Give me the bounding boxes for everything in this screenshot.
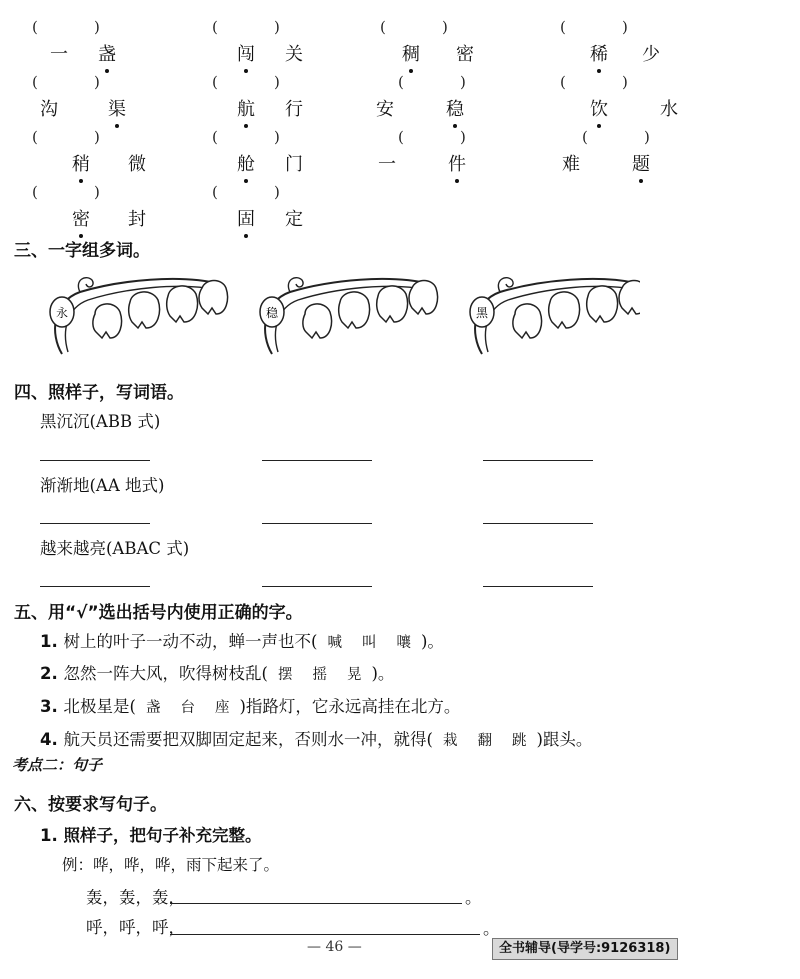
- choice-question: [40, 660, 394, 684]
- word-char: 稍: [72, 150, 90, 176]
- choice-option[interactable]: 喊: [327, 635, 342, 651]
- example-sentence: 例：哗，哗，哗，雨下起来了。: [62, 856, 280, 874]
- word-char: 密: [456, 44, 474, 65]
- answer-blank[interactable]: [483, 460, 593, 461]
- word-char: 微: [128, 154, 146, 175]
- word: [237, 40, 303, 66]
- choice-option[interactable]: 摆: [277, 667, 293, 683]
- choice-option[interactable]: 跳: [511, 733, 527, 749]
- word-char: 关: [285, 44, 303, 65]
- word: [378, 150, 466, 176]
- flower-vine: [260, 278, 438, 354]
- flower-vines: [40, 272, 640, 362]
- guide-badge: 全书辅导(导学号:9126318): [492, 938, 678, 960]
- question-text: 航天员还需要把双脚固定起来，否则水一冲，就得(: [63, 730, 433, 749]
- word-char: 稀: [590, 40, 608, 66]
- question-text: 树上的叶子一动不动，蝉一声也不(: [63, 632, 318, 651]
- fill-line-2-label: 呼，呼，呼，: [86, 918, 185, 937]
- choice-option[interactable]: 盏: [145, 700, 161, 716]
- word: [237, 95, 303, 121]
- section-4-title: 四、照样子，写词语。: [14, 383, 184, 403]
- word-char: 舱: [237, 150, 255, 176]
- answer-blank[interactable]: [262, 523, 372, 524]
- answer-blank[interactable]: [40, 460, 150, 461]
- vine-char-1: 永: [56, 306, 69, 320]
- fill-line-1-label: 轰，轰，轰，: [86, 888, 185, 907]
- choice-option[interactable]: 座: [214, 700, 230, 716]
- choice-option[interactable]: 嚷: [396, 635, 411, 651]
- flower-vine: [470, 278, 640, 354]
- question-text-end: )跟头。: [536, 730, 593, 749]
- question-text: 忽然一阵大风，吹得树枝乱(: [63, 664, 268, 683]
- word: [237, 150, 303, 176]
- word-char: 难: [562, 154, 580, 175]
- section-5-title: 五、用“√”选出括号内使用正确的字。: [14, 603, 303, 623]
- kaodian-heading: 考点二：句子: [12, 756, 103, 774]
- answer-blank[interactable]: [262, 586, 372, 587]
- question-1-text: 1. 照样子，把句子补充完整。: [40, 826, 262, 845]
- choice-option[interactable]: 栽: [442, 733, 458, 749]
- answer-blank[interactable]: [483, 523, 593, 524]
- word-char: 稠: [402, 40, 420, 66]
- answer-blank[interactable]: [262, 460, 372, 461]
- word: [72, 150, 146, 176]
- word-char: 航: [237, 95, 255, 121]
- question-number: 4.: [40, 730, 64, 749]
- word: [590, 40, 660, 66]
- word: [402, 40, 474, 66]
- word-char: 一: [50, 44, 68, 65]
- word-char: 题: [632, 150, 650, 176]
- example-abb: 黑沉沉(ABB 式): [40, 412, 161, 431]
- word-char: 闯: [237, 40, 255, 66]
- question-text-end: )指路灯，它永远高挂在北方。: [239, 697, 461, 716]
- word: [72, 205, 146, 231]
- question-text-end: )。: [420, 632, 444, 651]
- word-char: 门: [285, 154, 303, 175]
- section-3-title: 三、一字组多词。: [14, 241, 150, 261]
- sentence-end-1: 。: [465, 888, 482, 907]
- answer-blank[interactable]: [483, 586, 593, 587]
- word-char: 盏: [98, 40, 116, 66]
- word-char: 稳: [446, 95, 464, 121]
- question-1: [40, 822, 262, 846]
- word-char: 沟: [40, 99, 58, 120]
- flower-vine: [50, 278, 228, 354]
- sentence-blank-1[interactable]: [170, 903, 462, 904]
- word-char: 安: [376, 99, 394, 120]
- word-char: 一: [378, 154, 396, 175]
- word-char: 密: [72, 205, 90, 231]
- choice-option[interactable]: 台: [180, 700, 195, 716]
- word: [237, 205, 303, 231]
- example-abac: 越来越亮(ABAC 式): [40, 539, 190, 558]
- question-number: 2.: [40, 664, 64, 683]
- word-char: 件: [448, 150, 466, 176]
- word: [50, 40, 116, 66]
- word-char: 封: [128, 209, 146, 230]
- word: [40, 95, 126, 121]
- word: [562, 150, 650, 176]
- choice-option[interactable]: 翻: [477, 733, 492, 749]
- word-char: 水: [660, 99, 678, 120]
- word-char: 固: [237, 205, 255, 231]
- answer-blank[interactable]: [40, 586, 150, 587]
- choice-option[interactable]: 摇: [312, 667, 327, 683]
- choice-question: [40, 726, 592, 750]
- example-aa: 渐渐地(AA 地式): [40, 476, 165, 495]
- vine-char-3: 黑: [476, 306, 489, 320]
- answer-blank[interactable]: [40, 523, 150, 524]
- word-char: 饮: [590, 95, 608, 121]
- choice-question: [40, 628, 444, 652]
- vine-char-2: 稳: [266, 306, 279, 320]
- word-char: 行: [285, 99, 303, 120]
- choice-question: [40, 693, 460, 717]
- word-char: 定: [285, 209, 303, 230]
- choice-option[interactable]: 晃: [346, 667, 362, 683]
- word-char: 渠: [108, 95, 126, 121]
- word: [376, 95, 464, 121]
- sentence-blank-2[interactable]: [170, 934, 480, 935]
- word-char: 少: [642, 44, 660, 65]
- section-6-title: 六、按要求写句子。: [14, 795, 167, 815]
- choice-option[interactable]: 叫: [361, 635, 377, 651]
- question-text-end: )。: [371, 664, 395, 683]
- sentence-end-2: 。: [483, 919, 500, 938]
- question-number: 3.: [40, 697, 64, 716]
- word: [590, 95, 678, 121]
- question-text: 北极星是(: [63, 697, 136, 716]
- page-number: — 46 —: [307, 939, 362, 955]
- question-number: 1.: [40, 632, 64, 651]
